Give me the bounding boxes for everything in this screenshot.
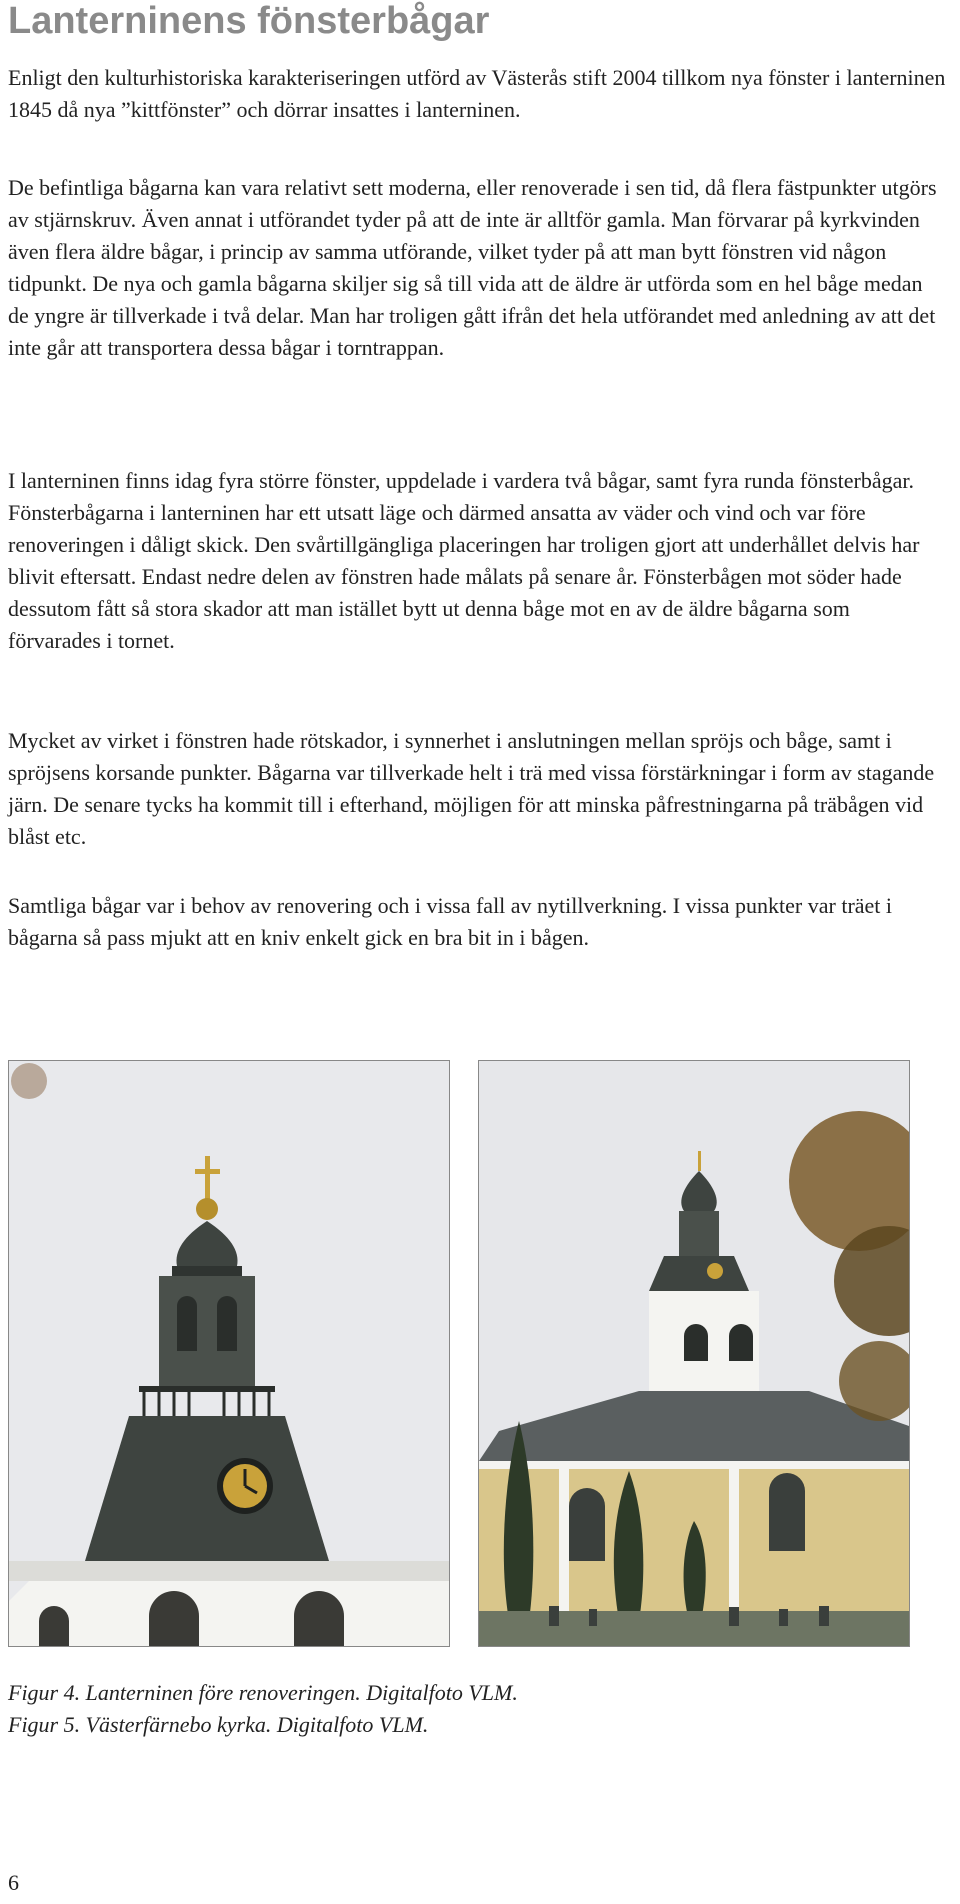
figure-5-photo [478, 1060, 910, 1647]
paragraph-2: De befintliga bågarna kan vara relativt sett moderna, eller renoverade i sen tid, då flera fästpunkter utgörs av stjärnskruv. Även annat i utförandet tyder på att de inte är alltför gamla. Man förvarar på kyrkvinden även flera äldre bågar, i princip av samma utförande, vilket tyder på att man bytt fönstren vid någon tidpunkt. De nya och gamla bågarna skiljer sig så till vida att de äldre är utförda som en hel båge medan de yngre är tillverkade i två delar. Man har troligen gått ifrån det hela utförandet med anledning av att det inte går att transportera dessa bågar i torntrappan. [8, 175, 937, 360]
paragraph-4: Mycket av virket i fönstren hade rötskador, i synnerhet i anslutningen mellan spröjs och båge, samt i spröjsens korsande punkter. Bågarna var tillverkade helt i trä med vissa förstärkningar i form av stagande järn. De senare tycks ha kommit till i efterhand, möjligen för att minska påfrestningarna på träbågen vid blåst etc. [8, 728, 935, 849]
paragraph-5: Samtliga bågar var i behov av renovering och i vissa fall av nytillverkning. I vissa punkter var träet i bågarna så pass mjukt att en kniv enkelt gick en bra bit in i bågen. [8, 893, 893, 950]
figure-4-caption: Figur 4. Lanterninen före renoveringen. Digitalfoto VLM. [8, 1680, 518, 1705]
figure-4-photo [8, 1060, 450, 1647]
church-exterior-illustration [479, 1061, 909, 1646]
paragraph-1: Enligt den kulturhistoriska karakteriseringen utförd av Västerås stift 2004 tillkom nya fönster i lanterninen 1845 då nya ”kittfönster” och dörrar insattes i lanterninen. [8, 65, 946, 122]
paragraph-3: I lanterninen finns idag fyra större fönster, uppdelade i vardera två bågar, samt fyra runda fönsterbågar. Fönsterbågarna i lanterninen har ett utsatt läge och därmed ansatta av väder och vind och var före renoveringen i dåligt skick. Den svårtillgängliga placeringen har troligen gjort att underhållet delvis har blivit eftersatt. Endast nedre delen av fönstren hade målats på senare år. Fönsterbågen mot söder hade dessutom fått så stora skador att man istället bytt ut denna båge mot en av de äldre bågarna som förvarades i tornet. [8, 468, 920, 653]
page-title: Lanterninens fönsterbågar [8, 0, 490, 42]
figure-5-caption: Figur 5. Västerfärnebo kyrka. Digitalfoto VLM. [8, 1712, 429, 1737]
lantern-tower-illustration [9, 1061, 449, 1646]
page-number: 6 [8, 1870, 19, 1895]
